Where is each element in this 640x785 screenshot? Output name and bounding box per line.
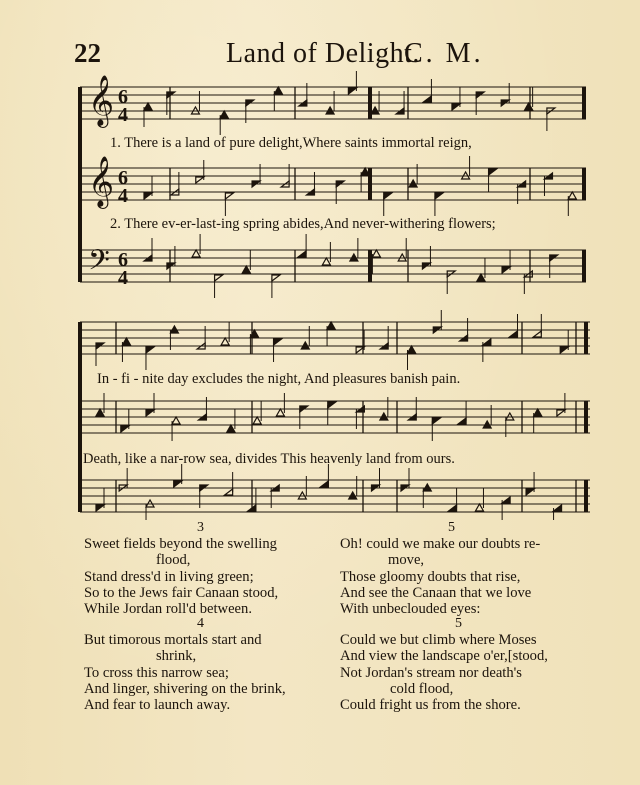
time-signature-bottom: 4 bbox=[118, 185, 128, 207]
verse-number: 5 bbox=[455, 616, 462, 631]
note-head bbox=[253, 417, 261, 424]
time-signature-bottom: 4 bbox=[118, 267, 128, 289]
note-head bbox=[172, 417, 180, 424]
verse-number: 3 bbox=[197, 520, 204, 535]
hymn-meter: C. M. bbox=[404, 38, 484, 69]
verse-line: shrink, bbox=[156, 648, 197, 665]
verse-5a bbox=[340, 536, 540, 617]
verse-line: flood, bbox=[156, 552, 191, 569]
note-head bbox=[475, 504, 483, 511]
lyric-line-infinite: In - fi - nite day excludes the night, And pleasures banish pain. bbox=[97, 371, 461, 387]
verse-lines bbox=[84, 536, 278, 617]
note-head bbox=[327, 322, 335, 329]
verse-line: cold flood, bbox=[390, 680, 454, 697]
verse-4 bbox=[84, 632, 286, 713]
note-head bbox=[483, 339, 491, 345]
verse-line: Could fright us from the shore. bbox=[340, 697, 521, 714]
time-signature-top: 6 bbox=[118, 86, 128, 108]
note-head bbox=[225, 489, 233, 495]
note-head bbox=[96, 409, 104, 416]
page-number: 22 bbox=[74, 38, 101, 68]
note-head bbox=[274, 339, 282, 345]
verse-line: Not Jordan's stream nor death's bbox=[340, 664, 522, 681]
lyric-line-death: Death, like a nar-row sea, divides This heavenly land from ours. bbox=[83, 451, 455, 467]
note-head bbox=[526, 489, 534, 495]
verse-line: With unbeclouded eyes: bbox=[340, 601, 481, 618]
note-head bbox=[121, 426, 129, 432]
note-head bbox=[122, 338, 130, 345]
verse-number: 5 bbox=[448, 520, 455, 535]
note-head bbox=[449, 505, 457, 511]
note-head bbox=[408, 346, 416, 353]
note-head bbox=[146, 410, 154, 416]
verse-line: And view the landscape o'er,[stood, bbox=[340, 648, 548, 665]
lyric-verse-1: 1. There is a land of pure delight,Where saints immortal reign, bbox=[110, 135, 472, 151]
note-head bbox=[276, 409, 284, 416]
note-head bbox=[533, 331, 541, 337]
note-head bbox=[227, 425, 235, 432]
time-signature-top: 6 bbox=[118, 249, 128, 271]
note-head bbox=[320, 481, 328, 487]
note-head bbox=[557, 410, 565, 416]
verse-line: Sweet fields beyond the swelling bbox=[84, 536, 277, 552]
note-head bbox=[458, 418, 466, 424]
note-head bbox=[502, 497, 510, 503]
verse-line: Oh! could we make our doubts re- bbox=[340, 536, 541, 552]
note-head bbox=[509, 331, 517, 337]
note-head bbox=[221, 338, 229, 345]
note-head bbox=[432, 418, 440, 424]
verse-line: To cross this narrow sea; bbox=[84, 664, 229, 681]
verse-3 bbox=[84, 536, 278, 617]
note-head bbox=[96, 505, 104, 511]
note-head bbox=[328, 402, 336, 408]
time-signature-bottom: 4 bbox=[118, 104, 128, 126]
verse-line: And see the Canaan that we love bbox=[340, 584, 532, 601]
verse-line: While Jordan roll'd between. bbox=[84, 601, 252, 618]
note-head bbox=[560, 347, 568, 353]
verse-5b bbox=[340, 632, 548, 713]
verse-line: Stand dress'd in living green; bbox=[84, 568, 254, 585]
treble-clef: 𝄞 bbox=[88, 156, 115, 207]
verse-number: 4 bbox=[197, 616, 204, 631]
verse-line: And fear to launch away. bbox=[84, 697, 231, 714]
note-head bbox=[146, 347, 154, 353]
bass-clef: 𝄢 bbox=[88, 244, 110, 284]
verse-line: So to the Jews fair Canaan stood, bbox=[84, 584, 279, 601]
hymn-title: Land of Delight. bbox=[226, 38, 420, 69]
verse-line: move, bbox=[388, 552, 425, 569]
verse-line: And linger, shivering on the brink, bbox=[84, 680, 286, 697]
verse-line: But timorous mortals start and bbox=[84, 632, 262, 648]
lyric-verse-2: 2. There ev-er-last-ing spring abides,And never-withering flowers; bbox=[110, 216, 496, 232]
note-head bbox=[174, 481, 182, 487]
verse-line: Those gloomy doubts that rise, bbox=[340, 568, 521, 585]
treble-clef: 𝄞 bbox=[88, 75, 115, 126]
note-head bbox=[534, 409, 542, 416]
note-head bbox=[554, 505, 562, 511]
time-signature-top: 6 bbox=[118, 167, 128, 189]
verse-line: Could we but climb where Moses bbox=[340, 632, 537, 648]
